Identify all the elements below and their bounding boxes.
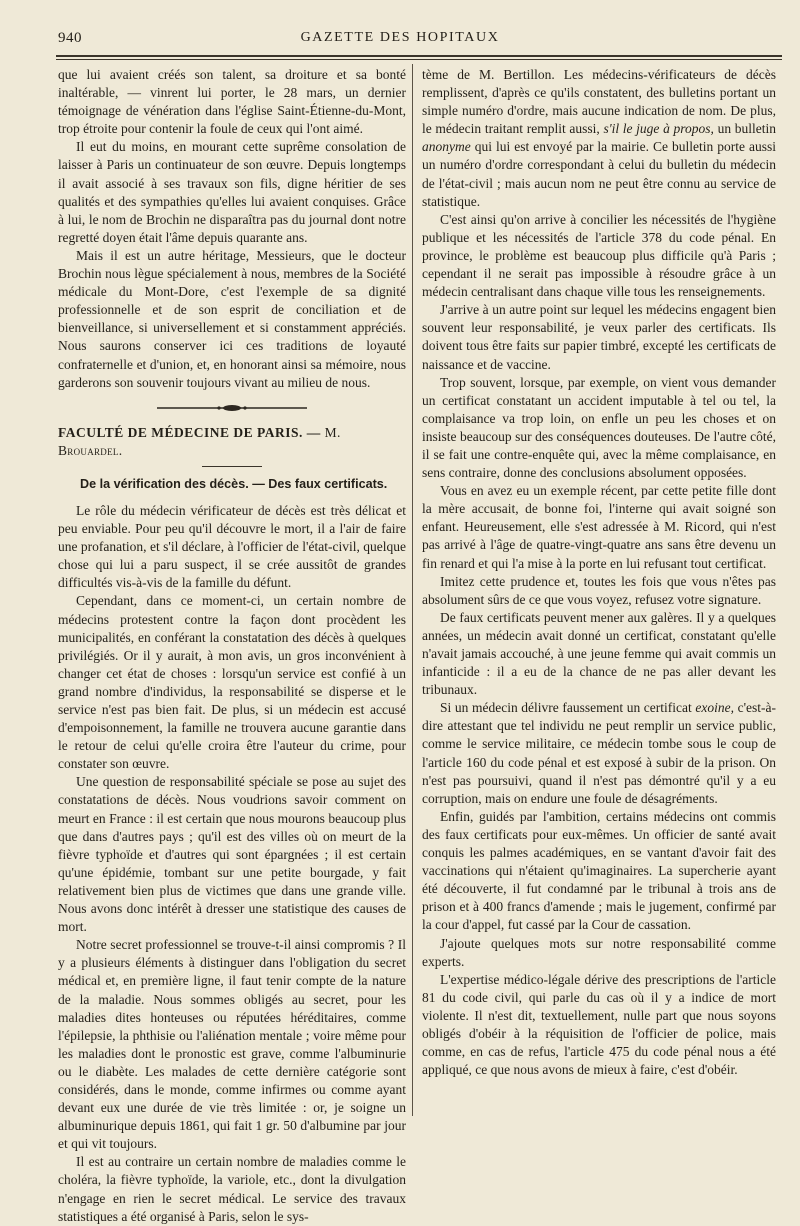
paragraph: C'est ainsi qu'on arrive à concilier les nécessités de l'hygiène publique et les nécessités de l'article 378 du code pénal. En province, le problème est beaucoup plus difficile qu'à Paris ; cependant il ne serait pas impossible à résoudre grâce à un médecin centralisant dans chaque ville tous les renseignements. xyxy=(422,211,776,300)
paragraph: Vous en avez eu un exemple récent, par cette petite fille dont la mère accusait, de bonne foi, l'interne qui avait soigné son enfant. Heureusement, elle s'est adressée à M. Ricord, qui n'est pas arrivé à l'âge de quatre-vingt-quatre ans sans être devenu un fin renard et qui l'a mise à la porte en lui refusant tout certificat. xyxy=(422,483,776,571)
text-run: tème de M. Bertillon. Les médecins-vérificateurs de décès remplissent, d'après ce qu'ils constatent, des bulletins portant un simple numéro d'ordre, mais aucune indication de nom. De plus, le médecin traitant remplit aussi, xyxy=(422,67,776,137)
paragraph: Trop souvent, lorsque, par exemple, on vient vous demander un certificat constatant un accident imputable à tel ou tel, la complaisance va trop loin, on enfle un peu les choses et on insiste beaucoup sur des conséquences douteuses. De l'autre côté, il se fait une contre-enquête qui, avec la même complaisance, en sens contraire, donne des conclusions absolument opposées. xyxy=(422,374,776,481)
left-column xyxy=(58,66,406,1226)
paragraph: Il eut du moins, en mourant cette suprême consolation de laisser à Paris un continuateur de son œuvre. Depuis longtemps il avait associé à ses travaux son fils, digne héritier de ses qualités et des sympathies qu'elles lui avaient conquises. Grâce à lui, le nom de Brochin ne disparaîtra pas du journal dont notre regretté doyen était l'âme depuis quarante ans. xyxy=(58,139,406,245)
paragraph: De faux certificats peuvent mener aux galères. Il y a quelques années, un médecin avait donné un certificat, constatant qu'elle n'avait jamais accouché, à une jeune femme qui avait commis un infanticide : il a eu de la chance de ne pas aller devant les tribunaux. xyxy=(422,609,776,698)
running-title: GAZETTE DES HOPITAUX xyxy=(300,30,500,45)
paragraph xyxy=(422,699,776,808)
italic-run: anonyme xyxy=(422,139,471,155)
paragraph: Il est au contraire un certain nombre de maladies comme le choléra, la fièvre typhoïde, la variole, etc., dont la divulgation n'engage en rien le secret médical. Le service des travaux statistiques a été organisé à Paris, selon le sys- xyxy=(58,1154,406,1224)
italic-run: exoine, xyxy=(695,700,734,716)
section-title xyxy=(58,424,406,460)
paragraph: J'arrive à un autre point sur lequel les médecins engagent bien souvent leur responsabilité, je veux parler des certificats. Ils doivent tous être faits sur papier timbré, excepté les certificats de naissance et de vaccine. xyxy=(422,302,776,372)
title-rule xyxy=(202,466,262,467)
section-author: M. Brouardel. xyxy=(58,424,341,458)
section-title-text: FACULTÉ DE MÉDECINE DE PARIS. — xyxy=(58,424,321,440)
ornament-divider-icon xyxy=(157,402,307,414)
paragraph: Enfin, guidés par l'ambition, certains médecins ont commis des faux certificats pour eux-mêmes. Un officier de santé avait conquis les palmes académiques, en se vantant d'avoir fait des vaccinations qui n'étaient qu'imaginaires. La supercherie ayant été découverte, il fut condamné par le tribunal à trois ans de prison et à 400 francs d'amende ; mais le jugement, confirmé par la cour d'appel, fut cassé par la Cour de cassation. xyxy=(422,808,776,933)
paragraph: Cependant, dans ce moment-ci, un certain nombre de médecins protestent contre la façon dont procèdent les municipalités, en conférant la constatation des décès à quelques privilégiés. Or il y aurait, à mon avis, un gros inconvénient à changer cet état de choses : lorsqu'un service est confié à un grand nombre d'individus, la responsabilité se disperse et le service n'est pas bien fait. De plus, si un médecin est accusé d'empoisonnement, la famille ne trouvera aucune garantie dans le retour de celui qu'elle croira être l'auteur du crime, pour constater son œuvre. xyxy=(58,593,406,772)
paragraph: Le rôle du médecin vérificateur de décès est très délicat et peu enviable. Pour peu qu'il découvre le mort, il a l'air de faire une profanation, et s'il déclare, à l'officier de l'état-civil, quelque chose qui lui a paru suspect, il se crée aussitôt de grandes difficultés vis-à-vis de la famille du défunt. xyxy=(58,502,406,591)
italic-run: s'il le juge à propos, xyxy=(603,121,714,137)
paragraph: Une question de responsabilité spéciale se pose au sujet des constatations de décès. Nous voudrions savoir comment on meurt en France : il est certain que nous mourons beaucoup plus que dans d'autres pays ; qu'il est des villes où on meurt de la fièvre typhoïde et d'autres qui sont épargnées ; il est certain qu'une épidémie, tombant sur une petite bourgade, y fait relativement bien plus de victimes que dans une grande ville. Nous avons donc intérêt à dresser une statistique des causes de mort. xyxy=(58,774,406,935)
text-run: qui lui est envoyé par la mairie. Ce bulletin porte aussi un numéro d'ordre correspondant à celui du bulletin du médecin de l'état-civil ; mais aucun nom ne peut être connu au service de statistique. xyxy=(422,139,776,209)
text-run: Si un médecin délivre faussement un certificat xyxy=(440,700,692,716)
header-rule xyxy=(56,55,782,60)
text-run: un bulletin xyxy=(717,121,777,137)
paragraph: J'ajoute quelques mots sur notre responsabilité comme experts. xyxy=(422,935,776,969)
column-divider xyxy=(412,64,413,1116)
text-run: c'est-à-dire attestant que tel individu ne peut remplir un service public, comme le service militaire, ce médecin tombe sous le coup de l'article 160 du code pénal et est exposé à subir de la prison. On n'est pas poursuivi, quand il n'est pas démontré qu'il y a eu corruption, mais on endure une foule de désagréments. xyxy=(422,700,777,806)
paragraph: Notre secret professionnel se trouve-t-il ainsi compromis ? Il y a plusieurs éléments à distinguer dans l'obligation du secret médical et, en première ligne, il faut tenir compte de la nature de la maladie. Nous sommes obligés au secret, pour les maladies dites honteuses ou réputées héréditaires, comme l'épilepsie, la phthisie ou l'aliénation mentale ; voire même pour les maladies dont le pronostic est grave, comme l'albuminurie ou le diabète. Les malades de cette dernière catégorie sont considérés, dans le monde, comme infirmes ou comme ayant devant eux une durée de vie très limitée : or, je soigne un albuminurique depuis 1861, qui fait 1 gr. 50 d'albumine par jour et qui vit toujours. xyxy=(58,937,406,1152)
page-number: 940 xyxy=(58,30,82,46)
right-column xyxy=(422,66,776,1079)
paragraph: Mais il est un autre héritage, Messieurs, que le docteur Brochin nous lègue spécialement à nous, membres de la Société médicale du Mont-Dore, c'est l'exemple de sa dignité professionnelle et de son esprit de conciliation et de bienveillance, si universellement et si constamment appréciés. Nous saurons conserver ici ces traditions de loyauté confraternelle et d'union, et, en honorant ainsi sa mémoire, nous garderons son souvenir toujours vivant au milieu de nous. xyxy=(58,247,406,390)
paragraph xyxy=(422,66,776,211)
article-subtitle: De la vérification des décès. — Des faux certificats. xyxy=(80,476,388,491)
paragraph: Imitez cette prudence et, toutes les fois que vous n'êtes pas absolument sûrs de ce que vous voyez, refusez votre signature. xyxy=(422,573,776,607)
paragraph: que lui avaient créés son talent, sa droiture et sa bonté inaltérable, — vinrent lui porter, le 28 mars, un dernier témoignage de vénération dans l'église Saint-Étienne-du-Mont, trop étroite pour contenir la foule de ceux qui l'ont aimé. xyxy=(58,67,406,137)
paragraph: L'expertise médico-légale dérive des prescriptions de l'article 81 du code civil, qui parle du cas où il y a indice de mort violente. Il n'est dit, textuellement, nulle part que nous soyons obligés d'obéir à la réquisition de l'officier de police, mais comme, en cas de refus, l'article 475 du code pénal nous a été appliqué, ce que nous avons de mieux à faire, c'est d'obéir. xyxy=(422,971,776,1078)
